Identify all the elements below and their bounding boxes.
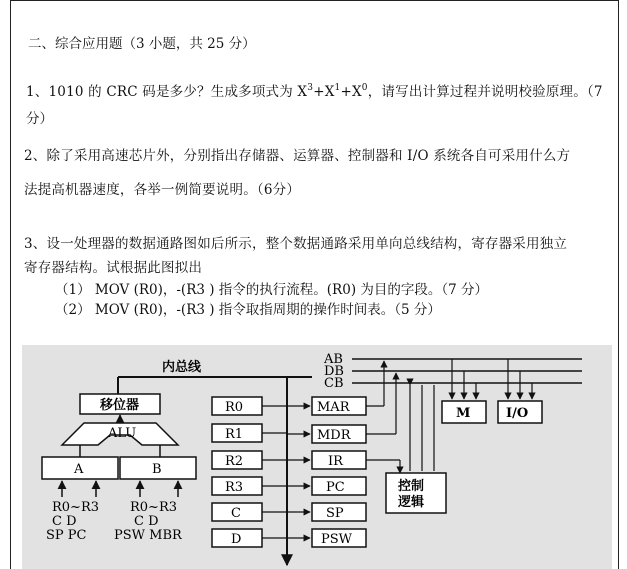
question-3-line-2: 寄存器结构。试根据此图拟出 [24,260,203,276]
register-b-label: B [152,462,162,477]
register-pc: PC [326,480,345,495]
register-mdr: MDR [317,428,351,443]
general-registers [212,397,287,547]
shifter-label: 移位器 [100,398,140,413]
register-r1: R1 [225,427,244,442]
q1-prefix: 1、1010 的 CRC 码是多少？生成多项式为 X [26,84,308,100]
question-3-line-1: 3、设一处理器的数据通路图如后所示，整个数据通路采用单向总线结构，寄存器采用独立 [24,236,568,252]
io-label: I/O [506,406,529,421]
memory-label: M [456,406,471,421]
q1-suffix: ，请写出计算过程并说明校验原理。（7 [367,84,603,100]
question-1-line-1 [26,84,603,100]
q1-mid-1: +X [313,84,335,100]
bus-ab-label: AB [324,352,343,367]
alu-label: ALU [108,426,137,441]
datapath-diagram [22,345,612,569]
section-title: 二、综合应用题（3 小题，共 25 分） [28,36,256,52]
a-input-line-1: R0~R3 [52,500,100,515]
b-input-line-2: C D [134,514,159,529]
b-input-line-1: R0~R3 [130,500,178,515]
register-a-label: A [74,462,84,477]
datapath-svg [22,345,612,569]
q1-mid-2: +X [340,84,362,100]
register-sp: SP [326,506,344,521]
control-logic-line-1: 控制 [398,479,425,494]
b-input-line-3: PSW MBR [114,528,182,543]
a-input-line-3: SP PC [46,528,87,543]
page-top-border [10,0,619,1]
q1-exp-3: 0 [361,82,368,93]
question-2-line-2: 法提高机器速度，各举一例简要说明。（6分） [24,182,301,198]
bus-db-label: DB [324,364,344,379]
question-1-line-2: 分） [26,111,53,127]
q1-exp-2: 1 [334,82,341,93]
register-psw: PSW [321,532,353,547]
a-input-line-2: C D [52,514,77,529]
page-right-border [618,0,619,569]
register-ir: IR [328,454,343,469]
question-3-sub-2: （2） MOV (R0)，-(R3 ) 指令取指周期的操作时间表。（5 分） [55,302,441,318]
question-2-line-1: 2、除了采用高速芯片外，分别指出存储器、运算器、控制器和 I/O 系统各自可采用什么方 [24,148,571,164]
register-r0: R0 [225,400,244,415]
register-r3: R3 [225,480,244,495]
page-left-border [10,0,11,569]
q1-exp-1: 3 [307,82,314,93]
register-c: C [231,506,241,521]
register-d: D [231,532,242,547]
register-mar: MAR [317,400,350,415]
bus-cb-label: CB [324,376,344,391]
special-registers [287,397,366,547]
control-logic-line-2: 逻辑 [398,495,425,510]
question-3-sub-1: （1） MOV (R0)，-(R3 ) 指令的执行流程。(R0) 为目的字段。（7 分） [55,282,489,298]
register-r2: R2 [225,454,244,469]
bus-title: 内总线 [162,360,202,375]
